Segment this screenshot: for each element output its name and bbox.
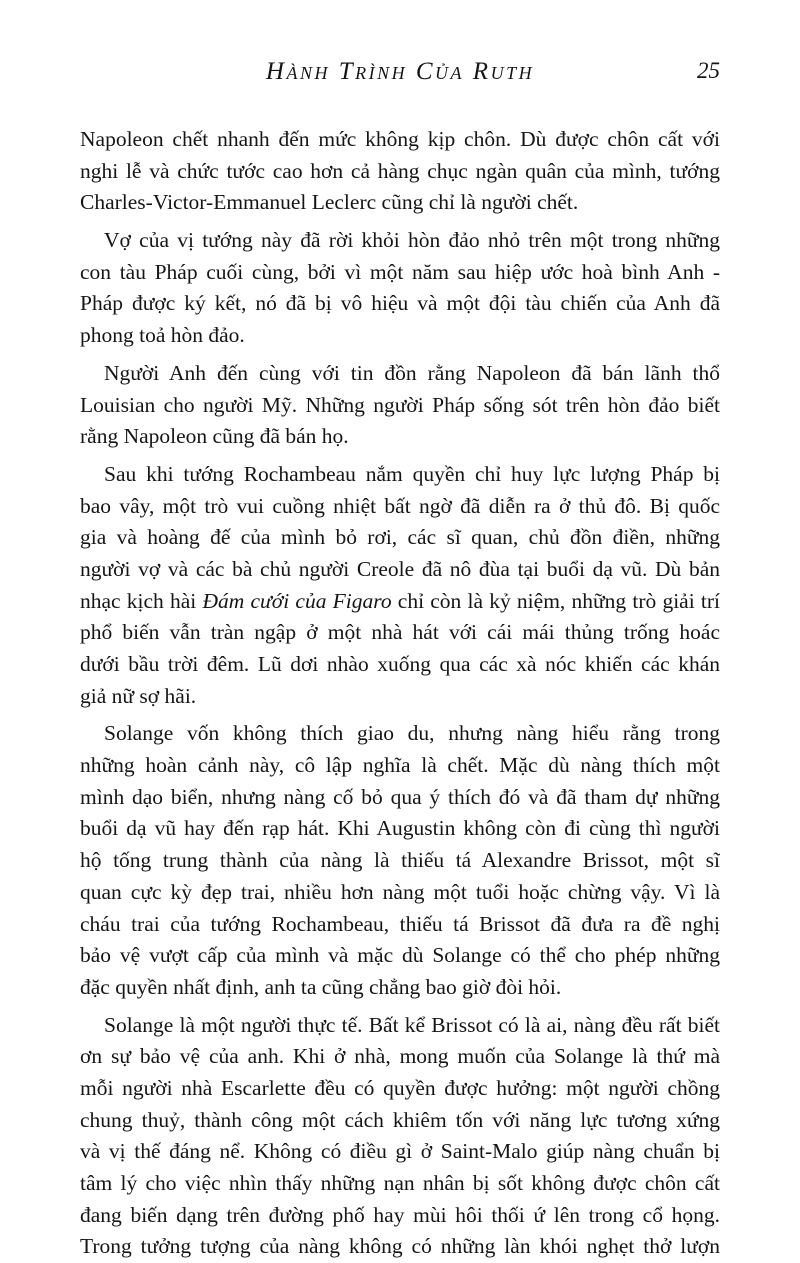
text-line: bao vây, một trò vui cuồng nhiệt bất ngờ đã diễn ra ở thủ đô. Bị quốc (80, 493, 720, 518)
page-number: 25 (697, 58, 720, 83)
text-line: Solange vốn không thích giao du, nhưng nàng hiểu rằng trong (104, 721, 720, 746)
text-line: Trong tưởng tượng của nàng không có những làn khói nghẹt thở lượn (80, 1234, 720, 1259)
text-line: chung thuỷ, thành công một cách khiêm tốn với năng lực tương xứng (80, 1107, 720, 1132)
text-line: rằng Napoleon cũng đã bán họ. (80, 424, 349, 449)
text-line: Sau khi tướng Rochambeau nắm quyền chỉ huy lực lượng Pháp bị (104, 461, 720, 486)
running-title: Hành Trình Của Ruth (265, 58, 535, 85)
text-line-mixed (80, 586, 720, 618)
text-line: và vị thế đáng nể. Không có điều gì ở Saint-Malo giúp nàng chuẩn bị (80, 1139, 720, 1164)
text-line: đặc quyền nhất định, anh ta cũng chẳng bao giờ đòi hỏi. (80, 974, 562, 999)
text-line: giả nữ sợ hãi. (80, 683, 197, 708)
text-line: Solange là một người thực tế. Bất kể Brissot có là ai, nàng đều rất biết (104, 1012, 720, 1037)
text-line: ơn sự bảo vệ của anh. Khi ở nhà, mong muốn của Solange là thứ mà (80, 1044, 720, 1069)
text-line: bảo vệ vượt cấp của mình và mặc dù Solange có thể cho phép những (80, 943, 720, 968)
text-line: mỗi người nhà Escarlette đều có quyền được hưởng: một người chồng (80, 1075, 720, 1100)
text-line: hộ tống trung thành của nàng là thiếu tá Alexandre Brissot, một sĩ (80, 848, 720, 873)
text-line: Charles-Victor-Emmanuel Leclerc cũng chỉ là người chết. (80, 190, 579, 215)
text-line: cháu trai của tướng Rochambeau, thiếu tá Brissot đã đưa ra đề nghị (80, 911, 720, 936)
title-italic: Đám cưới của Figaro (202, 588, 392, 613)
text-line: tâm lý cho việc nhìn thấy những nạn nhân bị sốt không được chôn cất (80, 1171, 720, 1195)
text-line: Napoleon chết nhanh đến mức không kịp chôn. Dù được chôn cất với (80, 127, 720, 151)
text-span: nhạc kịch hài (80, 588, 197, 613)
text-line: buổi dạ vũ hay đến rạp hát. Khi Augustin không còn đi cùng thì người (80, 816, 720, 841)
text-span: chỉ còn là kỷ niệm, những trò giải trí (397, 588, 720, 613)
text-line: phổ biến vẫn tràn ngập ở một nhà hát với cái mái thủng trống hoác (80, 620, 720, 645)
text-line: quan cực kỳ đẹp trai, nhiều hơn nàng một tuổi hoặc chừng vậy. Vì là (80, 879, 720, 904)
text-line: dưới bầu trời đêm. Lũ dơi nhào xuống qua các xà nóc khiến các khán (80, 652, 720, 676)
text-line: Vợ của vị tướng này đã rời khỏi hòn đảo nhỏ trên một trong những (104, 228, 720, 253)
text-line: Louisian cho người Mỹ. Những người Pháp sống sót trên hòn đảo biết (80, 392, 720, 417)
running-header (80, 58, 720, 88)
text-line: gia và hoàng đế của mình bỏ rơi, các sĩ quan, chủ đồn điền, những (80, 525, 720, 550)
body-text (80, 124, 720, 1263)
text-line: Pháp được ký kết, nó đã bị vô hiệu và một đội tàu chiến của Anh đã (80, 291, 720, 316)
text-line: người vợ và các bà chủ người Creole đã nô đùa tại buổi dạ vũ. Dù bản (80, 556, 720, 581)
text-line: con tàu Pháp cuối cùng, bởi vì một năm sau hiệp ước hoà bình Anh - (80, 259, 720, 284)
text-line: đang biến dạng trên đường phố hay mùi hôi thối ứ lên trong cổ họng. (80, 1202, 720, 1227)
text-line: nghi lễ và chức tước cao hơn cả hàng chục ngàn quân của mình, tướng (80, 158, 720, 183)
text-line: mình dạo biển, nhưng nàng cố bỏ qua ý thích đó và đã tham dự những (80, 784, 720, 809)
text-line: những hoàn cảnh này, cô lập nghĩa là chết. Mặc dù nàng thích một (80, 753, 720, 778)
text-line: phong toả hòn đảo. (80, 323, 245, 348)
text-line: Người Anh đến cùng với tin đồn rằng Napoleon đã bán lãnh thổ (104, 360, 720, 385)
